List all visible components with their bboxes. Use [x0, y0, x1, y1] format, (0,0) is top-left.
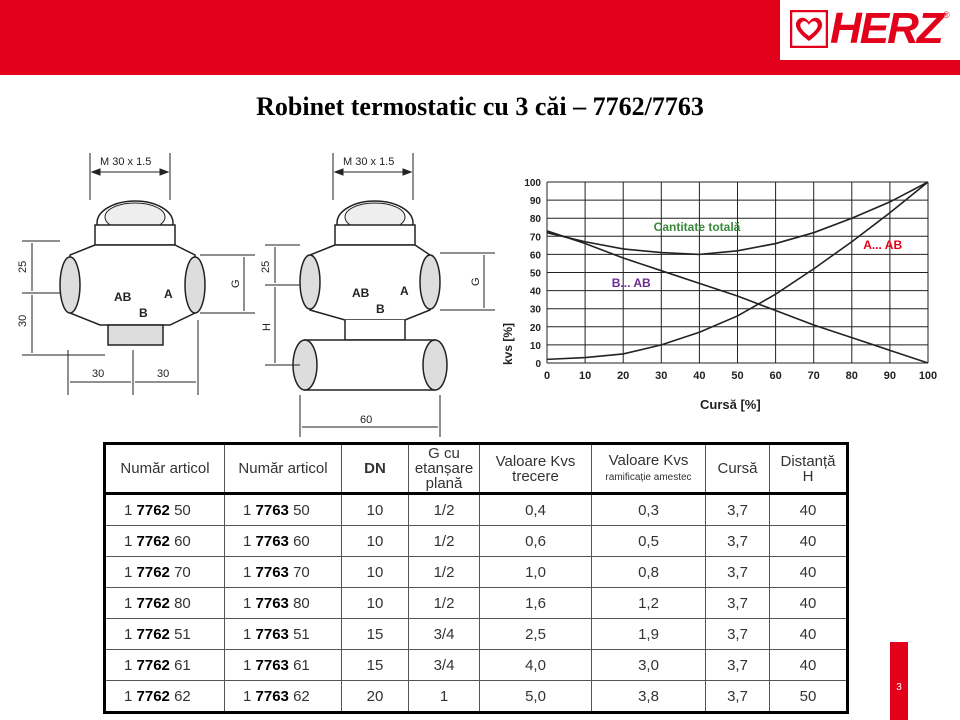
col-g-line3: plană — [425, 475, 463, 492]
article-part: 1 — [124, 656, 133, 674]
kvs-ramificatie-cell: 3,8 — [592, 681, 706, 713]
article-part: 51 — [174, 625, 191, 643]
article-part: 60 — [174, 532, 191, 550]
dn-cell: 10 — [342, 526, 409, 557]
dim-25-2: 25 — [260, 260, 272, 273]
spec-table — [103, 442, 849, 714]
col-dist-line1: Distanță — [780, 452, 836, 470]
article-part: 61 — [174, 656, 191, 674]
article-code: 7763 — [255, 594, 289, 612]
article-code: 7762 — [136, 594, 170, 612]
y-tick-label: 60 — [529, 250, 541, 262]
table-row — [105, 619, 848, 650]
article-code: 7762 — [136, 501, 170, 519]
article-number-cell — [105, 681, 225, 713]
port-ab-1: AB — [114, 290, 132, 304]
article-number-cell — [105, 588, 225, 619]
article-number-cell — [225, 588, 342, 619]
article-code: 7762 — [136, 625, 170, 643]
distanta-cell: 40 — [770, 650, 848, 681]
article-part: 70 — [293, 563, 310, 581]
kvs-trecere-cell: 1,6 — [480, 588, 592, 619]
chart-grid — [547, 182, 928, 363]
y-tick-label: 100 — [524, 178, 541, 189]
col-distanta — [770, 444, 848, 494]
port-ab-2: AB — [352, 286, 370, 300]
g-cell: 3/4 — [409, 619, 480, 650]
y-tick-label: 30 — [529, 304, 541, 316]
dim-60: 60 — [360, 414, 373, 426]
article-number-cell — [225, 681, 342, 713]
herz-logo — [780, 0, 960, 60]
article-part: 62 — [174, 687, 191, 705]
y-tick-label: 50 — [529, 268, 541, 280]
article-code: 7763 — [255, 656, 289, 674]
article-code: 7763 — [255, 532, 289, 550]
g-cell: 1/2 — [409, 526, 480, 557]
col-kvs-ramificatie — [592, 444, 706, 494]
page-number: 3 — [896, 682, 902, 693]
col-ram-line1: Valoare Kvs — [608, 451, 689, 469]
port-b-2: B — [376, 302, 385, 316]
g-cell: 1 — [409, 681, 480, 713]
y-tick-label: 70 — [529, 232, 541, 244]
article-code: 7763 — [255, 625, 289, 643]
article-part: 1 — [243, 625, 252, 643]
g-cell: 1/2 — [409, 557, 480, 588]
article-part: 1 — [124, 687, 133, 705]
kvs-trecere-cell: 4,0 — [480, 650, 592, 681]
heart-icon — [790, 10, 828, 48]
dim-25-1: 25 — [17, 260, 29, 273]
article-part: 51 — [293, 625, 310, 643]
article-number-cell — [105, 650, 225, 681]
valve-7763 — [260, 153, 495, 437]
dim-g-1: G — [230, 279, 242, 288]
article-part: 1 — [243, 594, 252, 612]
article-code: 7762 — [136, 656, 170, 674]
col-g-line2: etanșare — [414, 460, 474, 477]
kvs-trecere-cell: 2,5 — [480, 619, 592, 650]
distanta-cell: 40 — [770, 588, 848, 619]
spec-table-body — [105, 494, 848, 713]
table-row — [105, 681, 848, 713]
article-part: 80 — [174, 594, 191, 612]
article-code: 7762 — [136, 687, 170, 705]
chart-ylabel: kvs [%] — [501, 322, 515, 365]
distanta-cell: 40 — [770, 619, 848, 650]
article-number-cell — [225, 650, 342, 681]
dim-g-2: G — [470, 277, 482, 286]
article-part: 50 — [293, 501, 310, 519]
col-numar-articol-2: Număr articol — [225, 444, 342, 494]
kvs-ramificatie-cell: 1,2 — [592, 588, 706, 619]
y-tick-label: 20 — [529, 322, 541, 334]
kvs-trecere-cell: 5,0 — [480, 681, 592, 713]
dn-cell: 20 — [342, 681, 409, 713]
brand-name: HERZ — [830, 4, 942, 53]
dn-cell: 10 — [342, 494, 409, 526]
dn-cell: 10 — [342, 557, 409, 588]
article-code: 7763 — [255, 501, 289, 519]
x-tick-label: 0 — [543, 370, 551, 382]
article-number-cell — [105, 526, 225, 557]
article-number-cell — [225, 494, 342, 526]
article-part: 62 — [293, 687, 310, 705]
cursa-cell: 3,7 — [706, 619, 770, 650]
series-annotation: B... AB — [611, 275, 651, 290]
series-annotation: A... AB — [863, 237, 903, 252]
kvs-ramificatie-cell: 1,9 — [592, 619, 706, 650]
y-tick-label: 40 — [529, 286, 541, 298]
dn-cell: 15 — [342, 619, 409, 650]
article-code: 7763 — [255, 687, 289, 705]
col-kvs-trecere — [480, 444, 592, 494]
article-part: 50 — [174, 501, 191, 519]
article-part: 61 — [293, 656, 310, 674]
article-part: 1 — [243, 501, 252, 519]
dim-30-2: 30 — [92, 368, 105, 380]
article-code: 7763 — [255, 563, 289, 581]
table-row — [105, 557, 848, 588]
distanta-cell: 40 — [770, 494, 848, 526]
registered-mark: ® — [943, 10, 950, 20]
g-cell: 3/4 — [409, 650, 480, 681]
y-tick-label: 90 — [529, 196, 541, 208]
valve-7762 — [17, 153, 255, 395]
article-part: 1 — [243, 656, 252, 674]
article-code: 7762 — [136, 563, 170, 581]
kvs-trecere-cell: 1,0 — [480, 557, 592, 588]
col-g — [409, 444, 480, 494]
col-kvs-line2: trecere — [512, 467, 559, 485]
table-row — [105, 526, 848, 557]
series-annotation: Cantitate totală — [653, 219, 741, 234]
x-tick-label: 20 — [617, 370, 630, 382]
table-row — [105, 588, 848, 619]
x-tick-label: 70 — [807, 370, 820, 382]
kvs-trecere-cell: 0,4 — [480, 494, 592, 526]
col-cursa: Cursă — [706, 444, 770, 494]
table-row — [105, 650, 848, 681]
col-dn: DN — [342, 444, 409, 494]
article-number-cell — [225, 526, 342, 557]
dim-30-1: 30 — [17, 314, 29, 327]
kvs-ramificatie-cell: 0,8 — [592, 557, 706, 588]
chart-xlabel: Cursă [%] — [700, 397, 761, 412]
y-tick-label: 10 — [529, 340, 541, 352]
g-cell: 1/2 — [409, 494, 480, 526]
kvs-ramificatie-cell: 0,3 — [592, 494, 706, 526]
x-tick-label: 60 — [769, 370, 782, 382]
cursa-cell: 3,7 — [706, 681, 770, 713]
article-part: 1 — [243, 687, 252, 705]
cursa-cell: 3,7 — [706, 588, 770, 619]
port-a-1: A — [164, 287, 173, 301]
g-cell: 1/2 — [409, 588, 480, 619]
article-number-cell — [225, 557, 342, 588]
dim-h: H — [261, 323, 273, 331]
cursa-cell: 3,7 — [706, 557, 770, 588]
x-tick-label: 100 — [918, 370, 938, 382]
article-number-cell — [105, 494, 225, 526]
dn-cell: 10 — [342, 588, 409, 619]
article-part: 1 — [124, 501, 133, 519]
article-part: 1 — [124, 532, 133, 550]
cursa-cell: 3,7 — [706, 526, 770, 557]
article-part: 80 — [293, 594, 310, 612]
table-header-row — [105, 444, 848, 494]
table-row — [105, 494, 848, 526]
kvs-chart — [500, 165, 945, 415]
x-tick-label: 90 — [883, 370, 897, 382]
y-tick-label: 0 — [535, 359, 541, 370]
chart-annotations — [612, 220, 903, 290]
article-number-cell — [105, 557, 225, 588]
col-ram-line2: ramificație amestec — [605, 471, 692, 483]
distanta-cell: 40 — [770, 526, 848, 557]
valve-drawing — [0, 145, 500, 440]
x-tick-label: 80 — [845, 370, 858, 382]
article-part: 1 — [124, 625, 133, 643]
page-number-bar — [890, 642, 908, 720]
article-number-cell — [105, 619, 225, 650]
distanta-cell: 50 — [770, 681, 848, 713]
col-g-line1: G cu — [428, 445, 460, 462]
article-part: 1 — [124, 594, 133, 612]
y-tick-label: 80 — [529, 214, 541, 226]
thread-label-2: M 30 x 1.5 — [343, 156, 395, 168]
article-part: 1 — [243, 532, 252, 550]
kvs-ramificatie-cell: 0,5 — [592, 526, 706, 557]
x-tick-label: 10 — [578, 370, 592, 382]
article-part: 1 — [124, 563, 133, 581]
article-part: 1 — [243, 563, 252, 581]
col-kvs-line1: Valoare Kvs — [495, 452, 576, 470]
port-a-2: A — [400, 284, 409, 298]
dim-30-3: 30 — [157, 368, 170, 380]
x-tick-label: 30 — [655, 370, 668, 382]
cursa-cell: 3,7 — [706, 494, 770, 526]
kvs-trecere-cell: 0,6 — [480, 526, 592, 557]
port-b-1: B — [139, 306, 148, 320]
article-number-cell — [225, 619, 342, 650]
article-code: 7762 — [136, 532, 170, 550]
col-dist-line2: H — [802, 467, 814, 485]
dn-cell: 15 — [342, 650, 409, 681]
x-tick-label: 40 — [693, 370, 706, 382]
article-part: 60 — [293, 532, 310, 550]
x-tick-label: 50 — [731, 370, 744, 382]
page-title: Robinet termostatic cu 3 căi – 7762/7763 — [256, 92, 704, 121]
thread-label-1: M 30 x 1.5 — [100, 156, 152, 168]
col-numar-articol-1: Număr articol — [105, 444, 225, 494]
kvs-ramificatie-cell: 3,0 — [592, 650, 706, 681]
distanta-cell: 40 — [770, 557, 848, 588]
article-part: 70 — [174, 563, 191, 581]
cursa-cell: 3,7 — [706, 650, 770, 681]
